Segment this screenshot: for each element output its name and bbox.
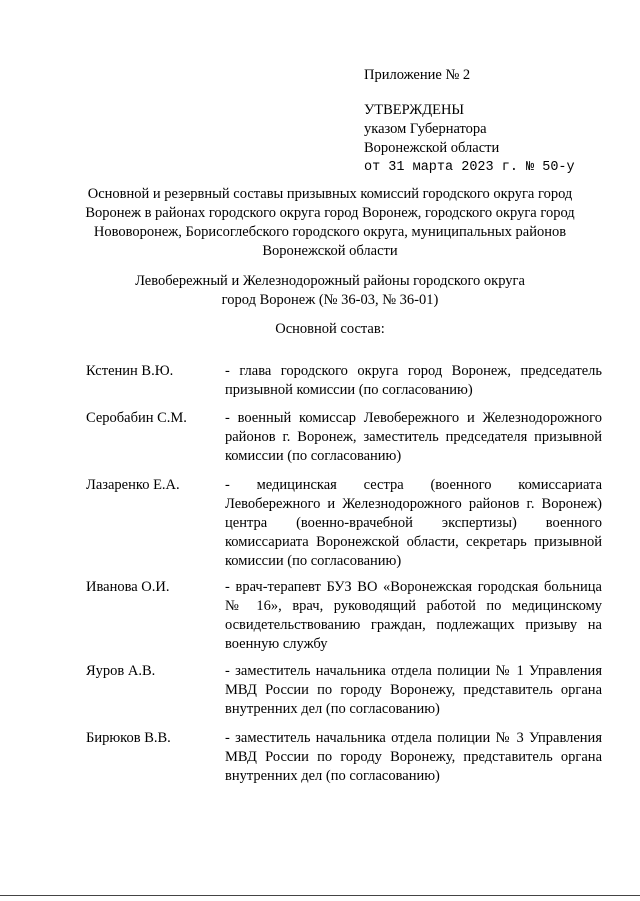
member-name: Кстенин В.Ю. xyxy=(86,363,174,379)
member-role: - глава городского округа город Воронеж, председатель призывной комиссии (по согласованию) xyxy=(225,363,602,398)
member-name: Лазаренко Е.А. xyxy=(86,477,180,493)
member-name: Яуров А.В. xyxy=(86,663,156,679)
subtitle-line: город Воронеж (№ 36-03, № 36-01) xyxy=(221,292,439,308)
member-role: - заместитель начальника отдела полиции № 3 Управления МВД России по городу Воронежу, представитель органа внутренних дел (по согласованию) xyxy=(225,730,602,784)
approval-stamp xyxy=(364,66,614,177)
title-line: Основной и резервный составы призывных комиссий городского округа город xyxy=(87,186,573,202)
approved-heading: УТВЕРЖДЕНЫ xyxy=(364,102,465,118)
annex-number: Приложение № 2 xyxy=(364,67,471,83)
title-line: Нововоронеж, Борисоглебского городского округа, муниципальных районов xyxy=(93,224,567,240)
member-name: Бирюков В.В. xyxy=(86,730,171,746)
member-name: Иванова О.И. xyxy=(86,579,170,595)
title-line: Воронежской области xyxy=(262,243,398,259)
approved-region: Воронежской области xyxy=(364,140,500,156)
approved-by: указом Губернатора xyxy=(364,121,487,137)
page-bottom-divider xyxy=(0,895,640,896)
member-role: - медицинская сестра (военного комиссариата Левобережного и Железнодорожного районов г. Воронеж) центра (военно-врачебной экспертизы) военного комиссариата Воронежской области, секретарь призывной комиссии (по согласованию) xyxy=(225,477,602,569)
document-subtitle xyxy=(70,272,590,310)
decree-date-number: от 31 марта 2023 г. № 50-у xyxy=(364,160,575,175)
section-heading: Основной состав: xyxy=(275,321,385,337)
member-role: - врач-терапевт БУЗ ВО «Воронежская городская больница № 16», врач, руководящий работой по медицинскому освидетельствованию граждан, подлежащих призыву на военную службу xyxy=(225,579,602,652)
document-title xyxy=(70,185,590,261)
member-name: Серобабин С.М. xyxy=(86,410,187,426)
title-line: Воронеж в районах городского округа город Воронеж, городского округа город xyxy=(85,205,575,221)
member-role: - заместитель начальника отдела полиции № 1 Управления МВД России по городу Воронежу, представитель органа внутренних дел (по согласованию) xyxy=(225,663,602,717)
member-role: - военный комиссар Левобережного и Железнодорожного районов г. Воронеж, заместитель председателя призывной комиссии (по согласованию) xyxy=(225,410,602,464)
subtitle-line: Левобережный и Железнодорожный районы городского округа xyxy=(135,273,525,289)
